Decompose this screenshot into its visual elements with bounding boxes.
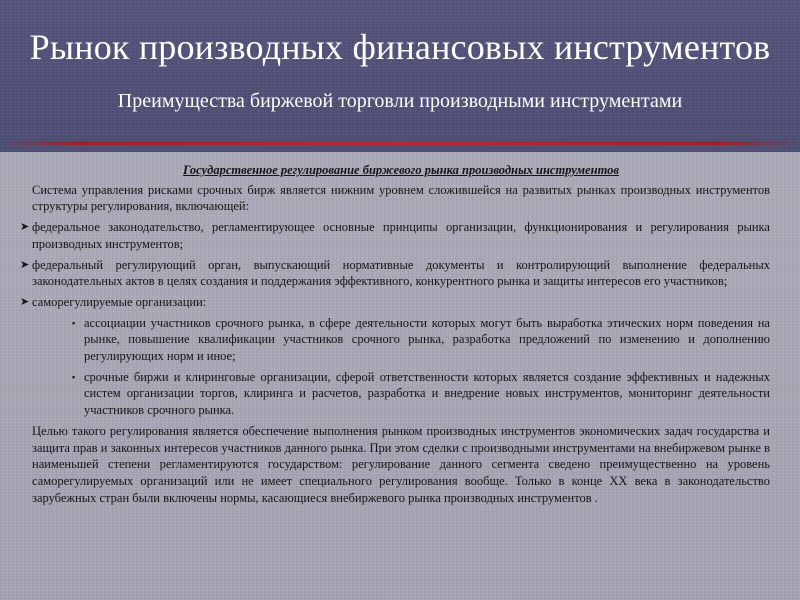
intro-paragraph: Система управления рисками срочных бирж является нижним уровнем сложившейся на развитых рынках производных инструментов структуры регулирования, включающей: xyxy=(32,182,770,214)
slide-subtitle: Преимущества биржевой торговли производными инструментами xyxy=(117,90,683,112)
slide-title: Рынок производных финансовых инструментов xyxy=(29,27,771,67)
square-bullet-icon: ▪ xyxy=(72,371,76,382)
arrow-bullet-icon: ➤ xyxy=(20,295,30,308)
list-item-text: саморегулируемые организации: xyxy=(32,294,207,309)
list-item xyxy=(20,219,770,252)
arrow-bullet-icon: ➤ xyxy=(20,221,30,234)
sub-list-item-text: ассоциации участников срочного рынка, в сфере деятельности которых могут быть выработка этических норм поведения на рынке, повышение квалификации участников срочного рынка, разработка предложений по изменению и дополнению регулирующих норм и иное; xyxy=(84,315,770,364)
title-divider xyxy=(0,141,800,145)
content-panel xyxy=(0,152,800,600)
list-item-text: федеральный регулирующий орган, выпускающий нормативные документы и контролирующий выполнение федеральных законодательных актов в целях создания и поддержания эффективного, конкурентного рынка и защиты интересов его участников; xyxy=(32,257,770,289)
arrow-bullet-icon: ➤ xyxy=(20,258,30,271)
square-bullet-icon: ▪ xyxy=(72,317,76,328)
list-item xyxy=(20,294,770,311)
content-body xyxy=(20,162,770,510)
sub-list-item xyxy=(74,315,770,365)
list-item xyxy=(20,257,770,290)
sub-list-item-text: срочные биржи и клиринговые организации, сферой ответственности которых является создание эффективных и надежных систем организации торгов, клиринга и расчетов, разработка и внедрение новых инструментов, мониторинг деятельности участников срочного рынка. xyxy=(84,369,770,418)
section-heading: Государственное регулирование биржевого рынка производных инструментов xyxy=(183,163,619,177)
list-item-text: федеральное законодательство, регламентирующее основные принципы организации, функционирования и регулирования рынка производных инструментов; xyxy=(32,220,770,251)
sub-list-item xyxy=(74,369,770,419)
conclusion-paragraph: Целью такого регулирования является обеспечение выполнения рынком производных инструментов экономических задач государства и защита прав и законных интересов участников данного рынка. При этом сделки с производными инструментами на внебиржевом рынке в наименьшей степени регламентируются государством: регулирование данного сегмента сведено преимущественно на уровень саморегулируемых организаций или не имеет специального регулирования вообще. Только в конце XX века в законодательство зарубежных стран были включены нормы, касающиеся внебиржевого рынка производных инструментов . xyxy=(32,423,770,505)
